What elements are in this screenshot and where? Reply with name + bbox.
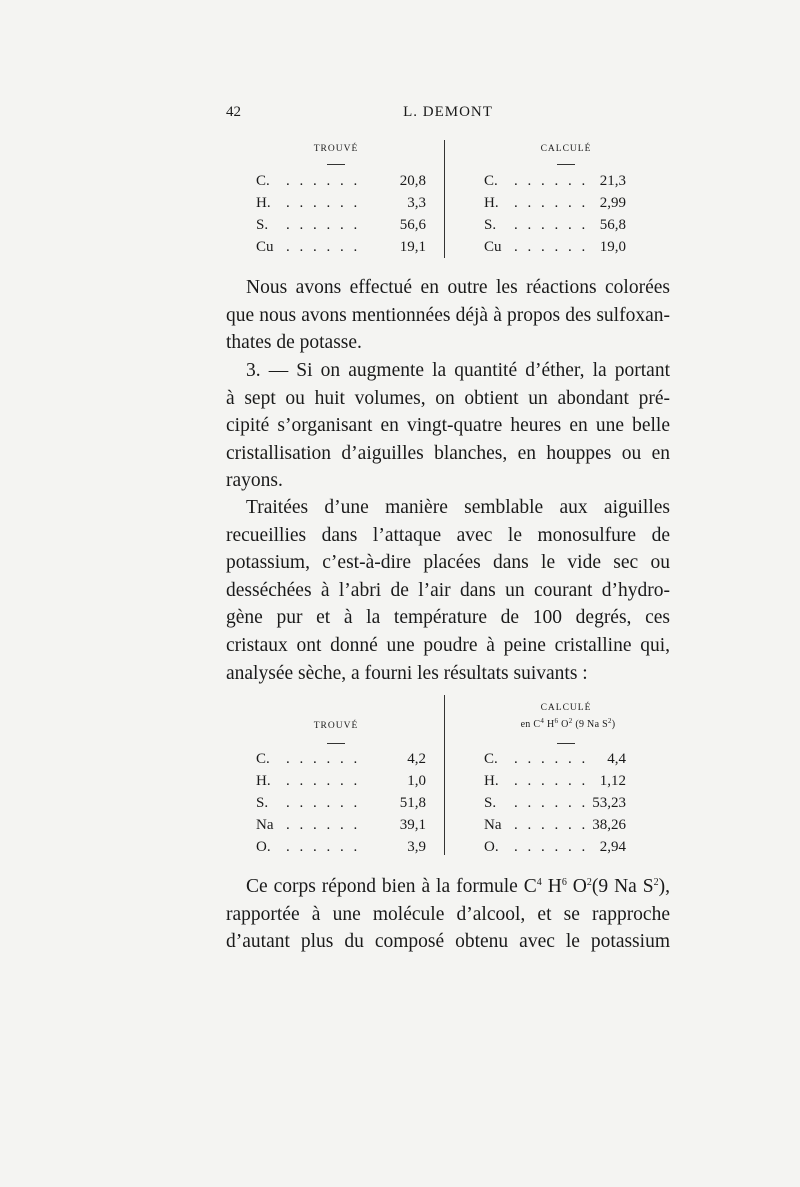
table-row [226,839,670,861]
leader-dots: . . . . . . [286,795,361,811]
paragraph-3 [226,494,670,687]
text-line: d’autant plus du composé obtenu avec le potassium [226,931,670,953]
leader-dots: . . . . . . [286,773,361,789]
text-line: à sept ou huit volumes, on obtient un abondant pré- [226,387,670,409]
found-value: 19,1 [399,239,426,255]
element-symbol: H. [256,195,271,211]
text-line: cristaux ont donné une poudre à peine cristalline qui, [226,634,670,656]
element-symbol: H. [256,773,271,789]
text-line: rapportée à une molécule d’alcool, et se rapproche [226,903,670,925]
table-row [226,217,670,239]
leader-dots: . . . . . . [286,817,361,833]
leader-dots: . . . . . . [514,217,589,233]
text-line: gène pur et à la température de 100 degrés, ces [226,607,670,629]
table-row [226,795,670,817]
text-line: cristallisation d’aiguilles blanches, en houppes ou en [226,442,670,464]
table-row [226,195,670,217]
leader-dots: . . . . . . [514,239,589,255]
element-symbol: C. [484,173,498,189]
found-value: 1,0 [407,773,426,789]
table2-calc-subheader: en $C^4$ $H^6$ $O^2$ (9 Na $S^2$) [520,717,616,730]
table1-calc-rule [557,164,575,165]
page-number: 42 [226,104,241,120]
table-row [226,173,670,195]
calculated-value: 1,12 [599,773,626,789]
text-line: rayons. [226,470,283,492]
element-symbol: H. [484,195,499,211]
element-symbol: C. [256,751,270,767]
paragraph-1 [226,274,670,357]
found-value: 3,9 [407,839,426,855]
calculated-value: 38,26 [592,817,626,833]
calculated-value: 19,0 [599,239,626,255]
leader-dots: . . . . . . [514,173,589,189]
analysis-table-2 [226,695,670,860]
calculated-value: 2,94 [599,839,626,855]
running-head: L. DEMONT [403,104,493,120]
paragraph-2 [226,357,670,495]
found-value: 4,2 [407,751,426,767]
element-symbol: Na [484,817,502,833]
table2-calc-rule [557,743,575,744]
table1-found-header: TROUVÉ [313,144,359,154]
text-line: cipité s’organisant en vingt-quatre heures en une belle [226,415,670,437]
calculated-value: 2,99 [599,195,626,211]
leader-dots: . . . . . . [286,239,361,255]
element-symbol: O. [256,839,271,855]
table2-found-rule [327,743,345,744]
table2-calc-header: CALCULÉ [540,703,592,713]
element-symbol: H. [484,773,499,789]
text-line: Nous avons effectué en outre les réactions colorées [246,277,670,298]
leader-dots: . . . . . . [514,817,589,833]
table-row [226,817,670,839]
paragraph-4 [226,873,670,956]
found-value: 56,6 [399,217,426,233]
text-line: potassium, c’est-à-dire placées dans le vide sec ou [226,552,670,574]
element-symbol: Cu [484,239,502,255]
text-line: Ce corps répond bien à la formule $C^4$ $H^6$ $O^2(9$ Na $S^2$), [246,876,670,897]
calculated-value: 56,8 [599,217,626,233]
element-symbol: Cu [256,239,274,255]
text-line: analysée sèche, a fourni les résultats suivants : [226,662,588,684]
text-line: recueillies dans l’attaque avec le monosulfure de [226,524,670,546]
leader-dots: . . . . . . [286,173,361,189]
text-line: que nous avons mentionnées déjà à propos des sulfoxan- [226,304,670,326]
leader-dots: . . . . . . [286,839,361,855]
found-value: 3,3 [407,195,426,211]
text-line: Traitées d’une manière semblable aux aiguilles [246,497,670,518]
leader-dots: . . . . . . [286,195,361,211]
calculated-value: 4,4 [607,751,626,767]
table-row [226,751,670,773]
leader-dots: . . . . . . [514,795,589,811]
table-row [226,239,670,261]
leader-dots: . . . . . . [514,751,589,767]
leader-dots: . . . . . . [514,773,589,789]
found-value: 20,8 [399,173,426,189]
found-value: 51,8 [399,795,426,811]
element-symbol: S. [484,795,497,811]
found-value: 39,1 [399,817,426,833]
leader-dots: . . . . . . [514,839,589,855]
leader-dots: . . . . . . [286,751,361,767]
element-symbol: C. [484,751,498,767]
leader-dots: . . . . . . [286,217,361,233]
element-symbol: S. [484,217,497,233]
element-symbol: S. [256,217,269,233]
text-line: desséchées à l’abri de l’air dans un courant d’hydro- [226,579,670,601]
element-symbol: S. [256,795,269,811]
text-line: 3. — Si on augmente la quantité d’éther, la portant [246,360,670,381]
calculated-value: 53,23 [592,795,626,811]
page-header [226,104,670,128]
table1-found-rule [327,164,345,165]
text-line: thates de potasse. [226,332,362,354]
calculated-value: 21,3 [599,173,626,189]
table1-calc-header: CALCULÉ [540,144,592,154]
analysis-table-1 [226,140,670,260]
table-row [226,773,670,795]
element-symbol: O. [484,839,499,855]
element-symbol: Na [256,817,274,833]
table2-found-header: TROUVÉ [313,721,359,731]
leader-dots: . . . . . . [514,195,589,211]
element-symbol: C. [256,173,270,189]
